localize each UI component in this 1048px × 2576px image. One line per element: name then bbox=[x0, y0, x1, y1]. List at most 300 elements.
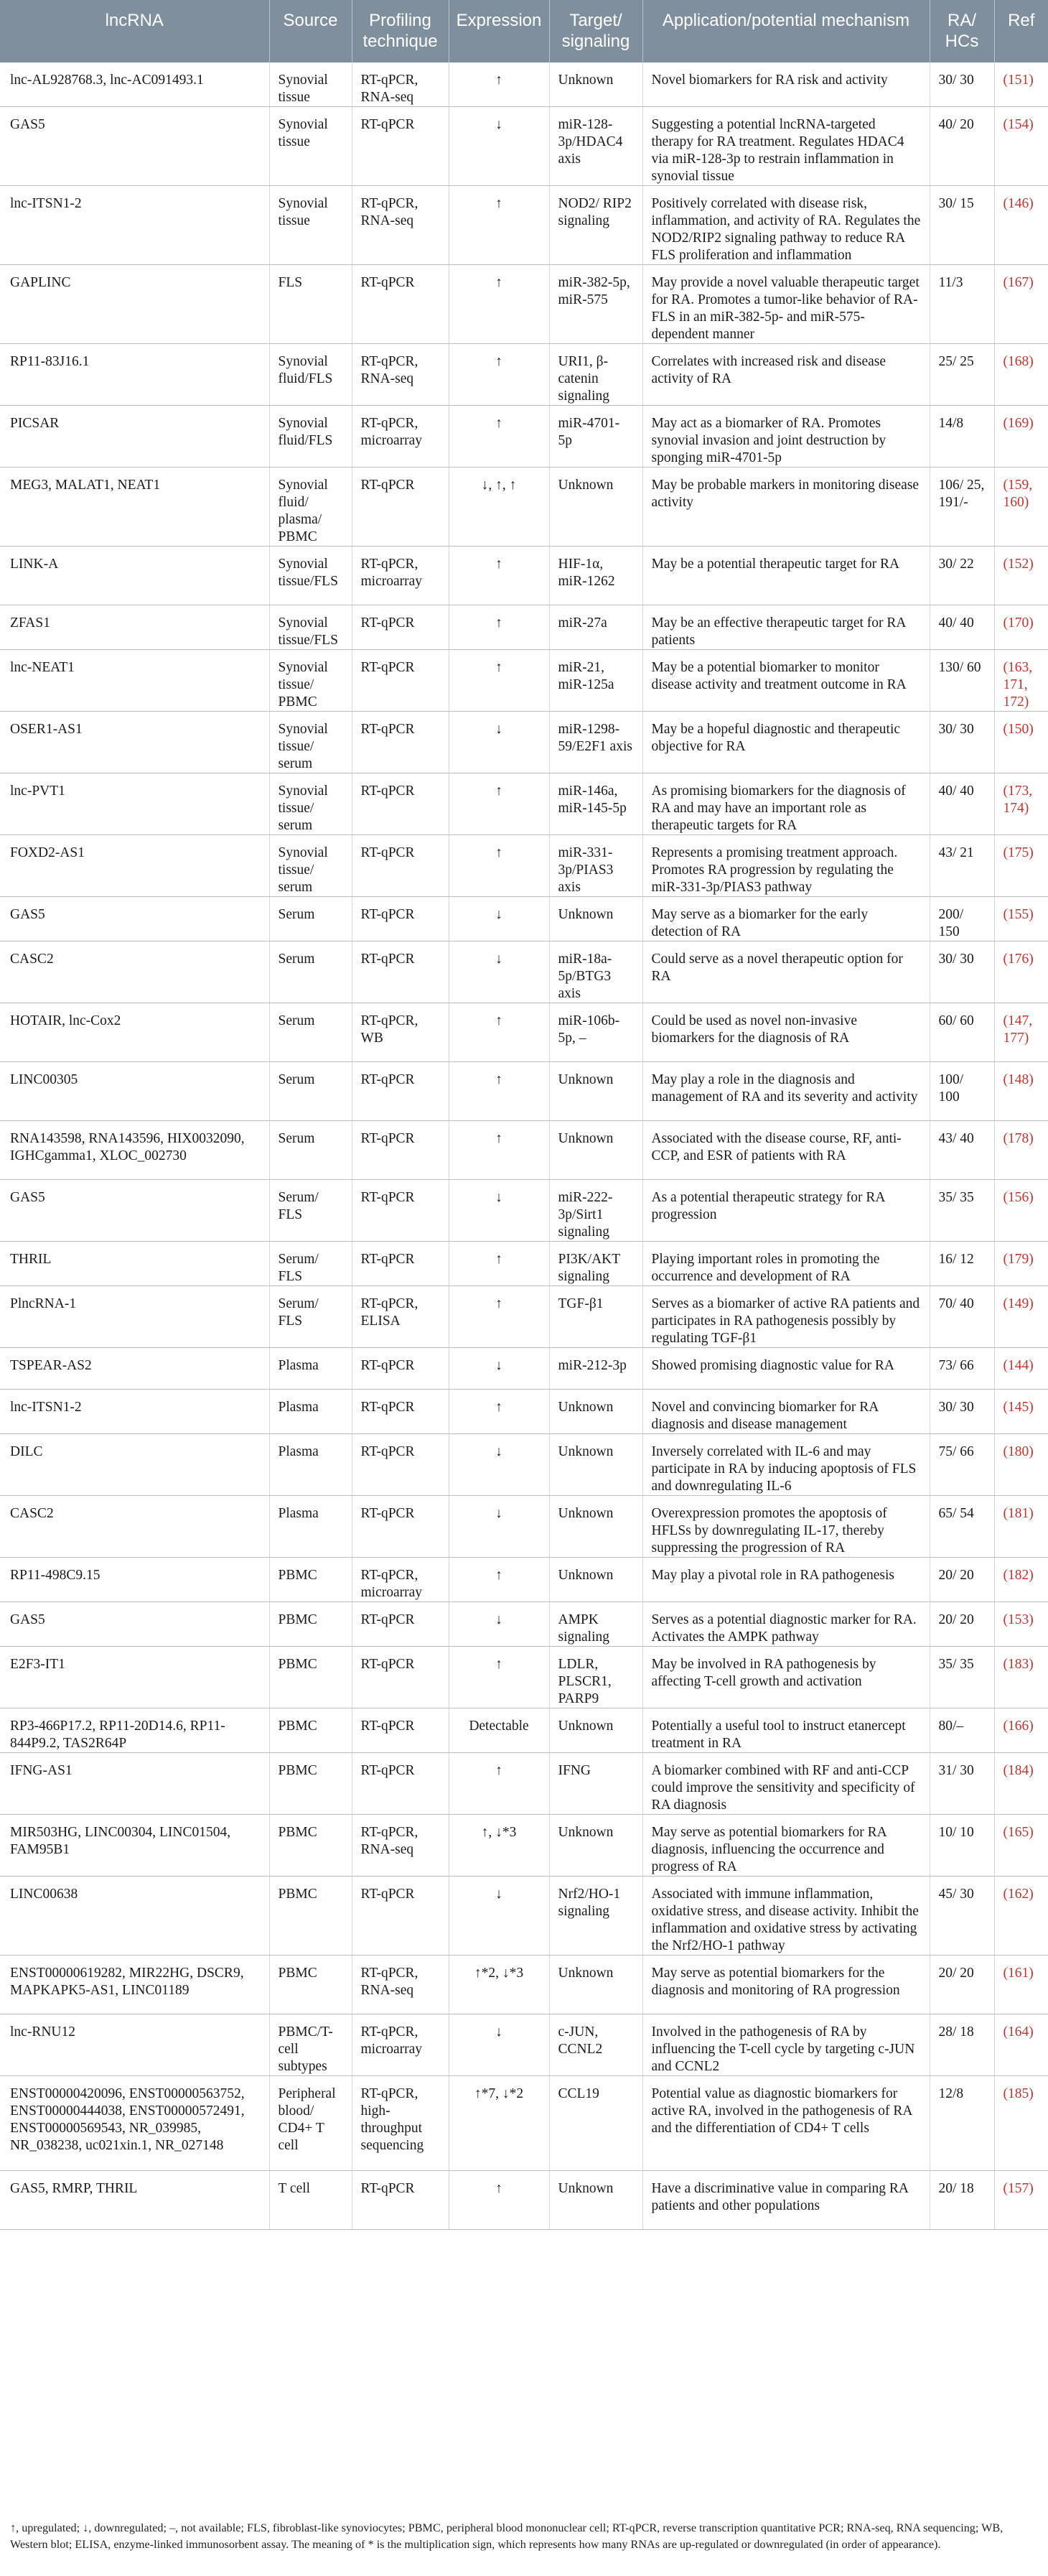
table-row bbox=[0, 2076, 1048, 2171]
expression-cell: ↓ bbox=[449, 1877, 549, 1956]
ref-link[interactable]: (149) bbox=[994, 1286, 1048, 1348]
ref-link[interactable]: (150) bbox=[994, 712, 1048, 773]
table-row bbox=[0, 62, 1048, 107]
ref-link[interactable]: (162) bbox=[994, 1877, 1048, 1956]
expression-cell: ↓, ↑, ↑ bbox=[449, 468, 549, 547]
table-row bbox=[0, 1003, 1048, 1062]
lncrna-cell: THRIL bbox=[0, 1242, 269, 1286]
source-cell: Synovial tissue/ PBMC bbox=[269, 650, 352, 712]
technique-cell: RT-qPCR, RNA-seq bbox=[352, 1815, 449, 1877]
table-footnote: ↑, upregulated; ↓, downregulated; –, not available; FLS, fibroblast-like synoviocytes; PBMC, peripheral blood mononuclear cell; RT-qPCR, reverse transcription quantitative PCR; RNA-seq, RNA sequencing; WB, Western blot; ELISA, enzyme-linked immunosorbent assay. The meaning of * is the multiplication sign, which represents how many RNAs are up-regulated or downregulated (in order of appearance). bbox=[10, 2521, 1003, 2551]
ratio-cell: 40/ 40 bbox=[930, 605, 994, 650]
source-cell: Synovial tissue/ serum bbox=[269, 835, 352, 897]
lncrna-cell: LINC00305 bbox=[0, 1062, 269, 1121]
ratio-cell: 43/ 40 bbox=[930, 1121, 994, 1180]
technique-cell: RT-qPCR bbox=[352, 605, 449, 650]
application-cell: Have a discriminative value in comparing RA patients and other populations bbox=[642, 2171, 930, 2230]
ratio-cell: 70/ 40 bbox=[930, 1286, 994, 1348]
table-row bbox=[0, 650, 1048, 712]
technique-cell: RT-qPCR bbox=[352, 1708, 449, 1753]
ratio-cell: 40/ 20 bbox=[930, 107, 994, 186]
ref-link[interactable]: (156) bbox=[994, 1180, 1048, 1242]
application-cell: As promising biomarkers for the diagnosis of RA and may have an important role as therapeutic targets for RA bbox=[642, 773, 930, 835]
lncrna-cell: MIR503HG, LINC00304, LINC01504, FAM95B1 bbox=[0, 1815, 269, 1877]
target-cell: Unknown bbox=[549, 468, 642, 547]
expression-cell: ↓ bbox=[449, 1434, 549, 1496]
lncrna-cell: lnc-PVT1 bbox=[0, 773, 269, 835]
target-cell: Unknown bbox=[549, 897, 642, 941]
expression-cell: ↑ bbox=[449, 1121, 549, 1180]
application-cell: May play a role in the diagnosis and management of RA and its severity and activity bbox=[642, 1062, 930, 1121]
ref-link[interactable]: (166) bbox=[994, 1708, 1048, 1753]
ratio-cell: 25/ 25 bbox=[930, 344, 994, 406]
lncrna-cell: ZFAS1 bbox=[0, 605, 269, 650]
ref-link[interactable]: (159, 160) bbox=[994, 468, 1048, 547]
target-cell: miR-331-3p/PIAS3 axis bbox=[549, 835, 642, 897]
lncrna-cell: GAS5, RMRP, THRIL bbox=[0, 2171, 269, 2230]
ratio-cell: 12/8 bbox=[930, 2076, 994, 2171]
ratio-cell: 106/ 25, 191/- bbox=[930, 468, 994, 547]
target-cell: Unknown bbox=[549, 1434, 642, 1496]
ratio-cell: 65/ 54 bbox=[930, 1496, 994, 1558]
technique-cell: RT-qPCR bbox=[352, 897, 449, 941]
lncrna-cell: PlncRNA-1 bbox=[0, 1286, 269, 1348]
target-cell: miR-128-3p/HDAC4 axis bbox=[549, 107, 642, 186]
source-cell: Synovial fluid/FLS bbox=[269, 344, 352, 406]
ref-link[interactable]: (183) bbox=[994, 1647, 1048, 1708]
technique-cell: RT-qPCR bbox=[352, 1434, 449, 1496]
table-row bbox=[0, 1286, 1048, 1348]
ref-link[interactable]: (175) bbox=[994, 835, 1048, 897]
technique-cell: RT-qPCR, ELISA bbox=[352, 1286, 449, 1348]
application-cell: Showed promising diagnostic value for RA bbox=[642, 1348, 930, 1390]
lncrna-cell: lnc-ITSN1-2 bbox=[0, 1390, 269, 1434]
ratio-cell: 130/ 60 bbox=[930, 650, 994, 712]
ref-link[interactable]: (147, 177) bbox=[994, 1003, 1048, 1062]
technique-cell: RT-qPCR bbox=[352, 941, 449, 1003]
source-cell: Synovial fluid/ plasma/ PBMC bbox=[269, 468, 352, 547]
source-cell: FLS bbox=[269, 265, 352, 344]
ref-link[interactable]: (170) bbox=[994, 605, 1048, 650]
source-cell: Serum/ FLS bbox=[269, 1242, 352, 1286]
source-cell: Synovial tissue bbox=[269, 186, 352, 265]
ratio-cell: 73/ 66 bbox=[930, 1348, 994, 1390]
lncrna-cell: lnc-RNU12 bbox=[0, 2014, 269, 2076]
source-cell: Serum bbox=[269, 1121, 352, 1180]
technique-cell: RT-qPCR bbox=[352, 1348, 449, 1390]
target-cell: AMPK signaling bbox=[549, 1602, 642, 1647]
expression-cell: ↓ bbox=[449, 1180, 549, 1242]
target-cell: miR-27a bbox=[549, 605, 642, 650]
expression-cell: ↑ bbox=[449, 1558, 549, 1602]
lncrna-cell: GAS5 bbox=[0, 1180, 269, 1242]
target-cell: Unknown bbox=[549, 1496, 642, 1558]
ratio-cell: 40/ 40 bbox=[930, 773, 994, 835]
ref-link[interactable]: (169) bbox=[994, 406, 1048, 468]
lncrna-cell: ENST00000619282, MIR22HG, DSCR9, MAPKAPK5-AS1, LINC01189 bbox=[0, 1956, 269, 2014]
table-row bbox=[0, 712, 1048, 773]
target-cell: IFNG bbox=[549, 1753, 642, 1815]
table-row bbox=[0, 547, 1048, 605]
target-cell: CCL19 bbox=[549, 2076, 642, 2171]
target-cell: miR-212-3p bbox=[549, 1348, 642, 1390]
ratio-cell: 31/ 30 bbox=[930, 1753, 994, 1815]
lncrna-cell: IFNG-AS1 bbox=[0, 1753, 269, 1815]
ratio-cell: 10/ 10 bbox=[930, 1815, 994, 1877]
application-cell: Playing important roles in promoting the occurrence and development of RA bbox=[642, 1242, 930, 1286]
technique-cell: RT-qPCR bbox=[352, 1877, 449, 1956]
table-row bbox=[0, 1242, 1048, 1286]
table-row bbox=[0, 265, 1048, 344]
ref-link[interactable]: (179) bbox=[994, 1242, 1048, 1286]
source-cell: PBMC bbox=[269, 1877, 352, 1956]
target-cell: Unknown bbox=[549, 1062, 642, 1121]
ref-link[interactable]: (178) bbox=[994, 1121, 1048, 1180]
lncrna-cell: TSPEAR-AS2 bbox=[0, 1348, 269, 1390]
source-cell: Synovial tissue bbox=[269, 62, 352, 107]
ref-link[interactable]: (176) bbox=[994, 941, 1048, 1003]
application-cell: Could serve as a novel therapeutic option for RA bbox=[642, 941, 930, 1003]
application-cell: Correlates with increased risk and disease activity of RA bbox=[642, 344, 930, 406]
technique-cell: RT-qPCR bbox=[352, 1496, 449, 1558]
target-cell: Unknown bbox=[549, 1815, 642, 1877]
lncrna-cell: LINK-A bbox=[0, 547, 269, 605]
ratio-cell: 16/ 12 bbox=[930, 1242, 994, 1286]
expression-cell: ↑ bbox=[449, 773, 549, 835]
table-row bbox=[0, 1062, 1048, 1121]
source-cell: Synovial tissue bbox=[269, 107, 352, 186]
target-cell: miR-1298-59/E2F1 axis bbox=[549, 712, 642, 773]
expression-cell: ↓ bbox=[449, 897, 549, 941]
technique-cell: RT-qPCR, RNA-seq bbox=[352, 1956, 449, 2014]
expression-cell: ↑*7, ↓*2 bbox=[449, 2076, 549, 2171]
source-cell: PBMC bbox=[269, 1647, 352, 1708]
lncrna-cell: lnc-AL928768.3, lnc-AC091493.1 bbox=[0, 62, 269, 107]
technique-cell: RT-qPCR, microarray bbox=[352, 406, 449, 468]
target-cell: miR-106b-5p, – bbox=[549, 1003, 642, 1062]
expression-cell: ↑ bbox=[449, 1242, 549, 1286]
source-cell: Synovial tissue/FLS bbox=[269, 605, 352, 650]
ratio-cell: 20/ 20 bbox=[930, 1558, 994, 1602]
ratio-cell: 200/ 150 bbox=[930, 897, 994, 941]
lncrna-cell: RP11-498C9.15 bbox=[0, 1558, 269, 1602]
table-row bbox=[0, 2014, 1048, 2076]
target-cell: miR-382-5p, miR-575 bbox=[549, 265, 642, 344]
target-cell: Unknown bbox=[549, 1558, 642, 1602]
expression-cell: ↑*2, ↓*3 bbox=[449, 1956, 549, 2014]
ratio-cell: 30/ 30 bbox=[930, 941, 994, 1003]
lncrna-cell: GAS5 bbox=[0, 897, 269, 941]
source-cell: PBMC bbox=[269, 1956, 352, 2014]
target-cell: Unknown bbox=[549, 1390, 642, 1434]
application-cell: Serves as a biomarker of active RA patients and participates in RA pathogenesis possibly by regulating TGF-β1 bbox=[642, 1286, 930, 1348]
ratio-cell: 30/ 15 bbox=[930, 186, 994, 265]
ref-link[interactable]: (163, 171, 172) bbox=[994, 650, 1048, 712]
technique-cell: RT-qPCR, RNA-seq bbox=[352, 344, 449, 406]
header-application: Application/potential mechanism bbox=[642, 0, 930, 62]
lncrna-cell: CASC2 bbox=[0, 941, 269, 1003]
ratio-cell: 28/ 18 bbox=[930, 2014, 994, 2076]
ratio-cell: 20/ 18 bbox=[930, 2171, 994, 2230]
lncrna-cell: OSER1-AS1 bbox=[0, 712, 269, 773]
target-cell: Unknown bbox=[549, 2171, 642, 2230]
application-cell: May be probable markers in monitoring disease activity bbox=[642, 468, 930, 547]
technique-cell: RT-qPCR, WB bbox=[352, 1003, 449, 1062]
lncrna-cell: ENST00000420096, ENST00000563752, ENST00000444038, ENST00000572491, ENST00000569543, NR_039985, NR_038238, uc021xin.1, NR_027148 bbox=[0, 2076, 269, 2171]
lncrna-cell: GAPLINC bbox=[0, 265, 269, 344]
table-row bbox=[0, 773, 1048, 835]
table-row bbox=[0, 1602, 1048, 1647]
application-cell: Positively correlated with disease risk, inflammation, and activity of RA. Regulates the NOD2/RIP2 signaling pathway to reduce RA FLS proliferation and inflammation bbox=[642, 186, 930, 265]
source-cell: PBMC bbox=[269, 1602, 352, 1647]
ratio-cell: 30/ 30 bbox=[930, 1390, 994, 1434]
ref-link[interactable]: (144) bbox=[994, 1348, 1048, 1390]
technique-cell: RT-qPCR bbox=[352, 107, 449, 186]
lncrna-cell: PICSAR bbox=[0, 406, 269, 468]
expression-cell: ↑ bbox=[449, 605, 549, 650]
ref-link[interactable]: (182) bbox=[994, 1558, 1048, 1602]
ref-link[interactable]: (168) bbox=[994, 344, 1048, 406]
lncrna-cell: HOTAIR, lnc-Cox2 bbox=[0, 1003, 269, 1062]
lncrna-cell: GAS5 bbox=[0, 107, 269, 186]
ref-link[interactable]: (146) bbox=[994, 186, 1048, 265]
lncrna-cell: MEG3, MALAT1, NEAT1 bbox=[0, 468, 269, 547]
expression-cell: Detectable bbox=[449, 1708, 549, 1753]
technique-cell: RT-qPCR, microarray bbox=[352, 1558, 449, 1602]
application-cell: Novel and convincing biomarker for RA diagnosis and disease management bbox=[642, 1390, 930, 1434]
target-cell: c-JUN, CCNL2 bbox=[549, 2014, 642, 2076]
table-row bbox=[0, 344, 1048, 406]
lncrna-cell: RNA143598, RNA143596, HIX0032090, IGHCgamma1, XLOC_002730 bbox=[0, 1121, 269, 1180]
ref-link[interactable]: (165) bbox=[994, 1815, 1048, 1877]
ratio-cell: 35/ 35 bbox=[930, 1180, 994, 1242]
ratio-cell: 100/ 100 bbox=[930, 1062, 994, 1121]
table-body bbox=[0, 62, 1048, 2230]
ref-link[interactable]: (153) bbox=[994, 1602, 1048, 1647]
expression-cell: ↓ bbox=[449, 1496, 549, 1558]
ref-link[interactable]: (152) bbox=[994, 547, 1048, 605]
source-cell: PBMC bbox=[269, 1708, 352, 1753]
application-cell: Inversely correlated with IL-6 and may participate in RA by inducing apoptosis of FLS and downregulating IL-6 bbox=[642, 1434, 930, 1496]
ref-link[interactable]: (155) bbox=[994, 897, 1048, 941]
table-row bbox=[0, 186, 1048, 265]
table-row bbox=[0, 1956, 1048, 2014]
table-row bbox=[0, 107, 1048, 186]
target-cell: HIF-1α, miR-1262 bbox=[549, 547, 642, 605]
ratio-cell: 60/ 60 bbox=[930, 1003, 994, 1062]
target-cell: TGF-β1 bbox=[549, 1286, 642, 1348]
ref-link[interactable]: (167) bbox=[994, 265, 1048, 344]
expression-cell: ↓ bbox=[449, 712, 549, 773]
application-cell: May be an effective therapeutic target for RA patients bbox=[642, 605, 930, 650]
lncrna-cell: lnc-NEAT1 bbox=[0, 650, 269, 712]
table-row bbox=[0, 941, 1048, 1003]
application-cell: Associated with the disease course, RF, anti-CCP, and ESR of patients with RA bbox=[642, 1121, 930, 1180]
expression-cell: ↓ bbox=[449, 1348, 549, 1390]
ratio-cell: 45/ 30 bbox=[930, 1877, 994, 1956]
target-cell: Unknown bbox=[549, 1708, 642, 1753]
expression-cell: ↑ bbox=[449, 186, 549, 265]
expression-cell: ↑ bbox=[449, 1286, 549, 1348]
header-target: Target/ signaling bbox=[549, 0, 642, 62]
application-cell: May serve as potential biomarkers for RA diagnosis, influencing the occurrence and progress of RA bbox=[642, 1815, 930, 1877]
ref-link[interactable]: (151) bbox=[994, 62, 1048, 107]
table-row bbox=[0, 1180, 1048, 1242]
table-row bbox=[0, 1708, 1048, 1753]
ref-link[interactable]: (161) bbox=[994, 1956, 1048, 2014]
ratio-cell: 20/ 20 bbox=[930, 1956, 994, 2014]
target-cell: LDLR, PLSCR1, PARP9 bbox=[549, 1647, 642, 1708]
lncrna-cell: GAS5 bbox=[0, 1602, 269, 1647]
technique-cell: RT-qPCR bbox=[352, 2171, 449, 2230]
technique-cell: RT-qPCR, microarray bbox=[352, 2014, 449, 2076]
source-cell: Plasma bbox=[269, 1496, 352, 1558]
ref-link[interactable]: (181) bbox=[994, 1496, 1048, 1558]
expression-cell: ↑ bbox=[449, 1753, 549, 1815]
expression-cell: ↑ bbox=[449, 547, 549, 605]
expression-cell: ↑ bbox=[449, 265, 549, 344]
technique-cell: RT-qPCR bbox=[352, 1647, 449, 1708]
application-cell: Involved in the pathogenesis of RA by influencing the T-cell cycle by targeting c-JUN and CCNL2 bbox=[642, 2014, 930, 2076]
application-cell: May play a pivotal role in RA pathogenesis bbox=[642, 1558, 930, 1602]
application-cell: Overexpression promotes the apoptosis of HFLSs by downregulating IL-17, thereby suppressing the progression of RA bbox=[642, 1496, 930, 1558]
application-cell: A biomarker combined with RF and anti-CCP could improve the sensitivity and specificity of RA diagnosis bbox=[642, 1753, 930, 1815]
target-cell: Unknown bbox=[549, 1956, 642, 2014]
expression-cell: ↓ bbox=[449, 107, 549, 186]
expression-cell: ↑ bbox=[449, 650, 549, 712]
ref-link[interactable]: (145) bbox=[994, 1390, 1048, 1434]
target-cell: Unknown bbox=[549, 1121, 642, 1180]
technique-cell: RT-qPCR bbox=[352, 265, 449, 344]
header-ref: Ref bbox=[994, 0, 1048, 62]
ref-link[interactable]: (157) bbox=[994, 2171, 1048, 2230]
ref-link[interactable]: (184) bbox=[994, 1753, 1048, 1815]
technique-cell: RT-qPCR bbox=[352, 650, 449, 712]
source-cell: Serum bbox=[269, 941, 352, 1003]
table-row bbox=[0, 1390, 1048, 1434]
application-cell: Could be used as novel non-invasive biomarkers for the diagnosis of RA bbox=[642, 1003, 930, 1062]
expression-cell: ↑ bbox=[449, 406, 549, 468]
target-cell: Unknown bbox=[549, 62, 642, 107]
application-cell: May be a potential therapeutic target for RA bbox=[642, 547, 930, 605]
application-cell: Novel biomarkers for RA risk and activity bbox=[642, 62, 930, 107]
technique-cell: RT-qPCR bbox=[352, 1753, 449, 1815]
target-cell: miR-146a, miR-145-5p bbox=[549, 773, 642, 835]
table-row bbox=[0, 605, 1048, 650]
table-row bbox=[0, 1647, 1048, 1708]
source-cell: Peripheral blood/ CD4+ T cell bbox=[269, 2076, 352, 2171]
table-row bbox=[0, 2171, 1048, 2230]
ratio-cell: 11/3 bbox=[930, 265, 994, 344]
target-cell: PI3K/AKT signaling bbox=[549, 1242, 642, 1286]
ref-link[interactable]: (164) bbox=[994, 2014, 1048, 2076]
expression-cell: ↑ bbox=[449, 1647, 549, 1708]
source-cell: PBMC bbox=[269, 1558, 352, 1602]
application-cell: May be involved in RA pathogenesis by affecting T-cell growth and activation bbox=[642, 1647, 930, 1708]
header-ratio: RA/ HCs bbox=[930, 0, 994, 62]
source-cell: PBMC/T-cell subtypes bbox=[269, 2014, 352, 2076]
ratio-cell: 30/ 30 bbox=[930, 62, 994, 107]
expression-cell: ↑ bbox=[449, 2171, 549, 2230]
table-row bbox=[0, 1496, 1048, 1558]
table-row bbox=[0, 1815, 1048, 1877]
ratio-cell: 20/ 20 bbox=[930, 1602, 994, 1647]
source-cell: T cell bbox=[269, 2171, 352, 2230]
source-cell: Serum/ FLS bbox=[269, 1180, 352, 1242]
table-row bbox=[0, 468, 1048, 547]
table-row bbox=[0, 1434, 1048, 1496]
ref-link[interactable]: (154) bbox=[994, 107, 1048, 186]
technique-cell: RT-qPCR bbox=[352, 773, 449, 835]
application-cell: May be a hopeful diagnostic and therapeutic objective for RA bbox=[642, 712, 930, 773]
ratio-cell: 43/ 21 bbox=[930, 835, 994, 897]
ref-link[interactable]: (180) bbox=[994, 1434, 1048, 1496]
application-cell: Suggesting a potential lncRNA-targeted therapy for RA treatment. Regulates HDAC4 via miR-128-3p to restrain inflammation in synovial tissue bbox=[642, 107, 930, 186]
target-cell: miR-222-3p/Sirt1 signaling bbox=[549, 1180, 642, 1242]
source-cell: Synovial tissue/FLS bbox=[269, 547, 352, 605]
source-cell: Plasma bbox=[269, 1390, 352, 1434]
table-row bbox=[0, 406, 1048, 468]
ratio-cell: 35/ 35 bbox=[930, 1647, 994, 1708]
ratio-cell: 30/ 30 bbox=[930, 712, 994, 773]
expression-cell: ↑ bbox=[449, 62, 549, 107]
table-row bbox=[0, 897, 1048, 941]
ref-link[interactable]: (148) bbox=[994, 1062, 1048, 1121]
ratio-cell: 75/ 66 bbox=[930, 1434, 994, 1496]
source-cell: Serum/ FLS bbox=[269, 1286, 352, 1348]
lncrna-cell: lnc-ITSN1-2 bbox=[0, 186, 269, 265]
ref-link[interactable]: (173, 174) bbox=[994, 773, 1048, 835]
lncrna-cell: DILC bbox=[0, 1434, 269, 1496]
application-cell: Potential value as diagnostic biomarkers for active RA, involved in the pathogenesis of RA and the differentiation of CD4+ T cells bbox=[642, 2076, 930, 2171]
application-cell: Potentially a useful tool to instruct etanercept treatment in RA bbox=[642, 1708, 930, 1753]
technique-cell: RT-qPCR bbox=[352, 1602, 449, 1647]
target-cell: miR-21, miR-125a bbox=[549, 650, 642, 712]
target-cell: URI1, β-catenin signaling bbox=[549, 344, 642, 406]
source-cell: Plasma bbox=[269, 1348, 352, 1390]
application-cell: Serves as a potential diagnostic marker for RA. Activates the AMPK pathway bbox=[642, 1602, 930, 1647]
expression-cell: ↑, ↓*3 bbox=[449, 1815, 549, 1877]
source-cell: Synovial fluid/FLS bbox=[269, 406, 352, 468]
target-cell: NOD2/ RIP2 signaling bbox=[549, 186, 642, 265]
lncrna-cell: RP3-466P17.2, RP11-20D14.6, RP11-844P9.2, TAS2R64P bbox=[0, 1708, 269, 1753]
source-cell: PBMC bbox=[269, 1815, 352, 1877]
technique-cell: RT-qPCR bbox=[352, 1121, 449, 1180]
application-cell: As a potential therapeutic strategy for RA progression bbox=[642, 1180, 930, 1242]
technique-cell: RT-qPCR, high-throughput sequencing bbox=[352, 2076, 449, 2171]
source-cell: Plasma bbox=[269, 1434, 352, 1496]
ref-link[interactable]: (185) bbox=[994, 2076, 1048, 2171]
source-cell: PBMC bbox=[269, 1753, 352, 1815]
application-cell: Associated with immune inflammation, oxidative stress, and disease activity. Inhibit the inflammation and oxidative stress by activating the Nrf2/HO-1 pathway bbox=[642, 1877, 930, 1956]
application-cell: May provide a novel valuable therapeutic target for RA. Promotes a tumor-like behavior of RA-FLS in an miR-382-5p- and miR-575-dependent manner bbox=[642, 265, 930, 344]
table-row bbox=[0, 1877, 1048, 1956]
table-header-row bbox=[0, 0, 1048, 62]
technique-cell: RT-qPCR bbox=[352, 835, 449, 897]
expression-cell: ↑ bbox=[449, 1390, 549, 1434]
technique-cell: RT-qPCR, microarray bbox=[352, 547, 449, 605]
technique-cell: RT-qPCR bbox=[352, 1242, 449, 1286]
technique-cell: RT-qPCR bbox=[352, 712, 449, 773]
lncrna-cell: LINC00638 bbox=[0, 1877, 269, 1956]
expression-cell: ↓ bbox=[449, 1602, 549, 1647]
source-cell: Serum bbox=[269, 897, 352, 941]
table-row bbox=[0, 1558, 1048, 1602]
table-row bbox=[0, 835, 1048, 897]
application-cell: Represents a promising treatment approach. Promotes RA progression by regulating the miR-331-3p/PIAS3 pathway bbox=[642, 835, 930, 897]
technique-cell: RT-qPCR bbox=[352, 1062, 449, 1121]
technique-cell: RT-qPCR bbox=[352, 1180, 449, 1242]
